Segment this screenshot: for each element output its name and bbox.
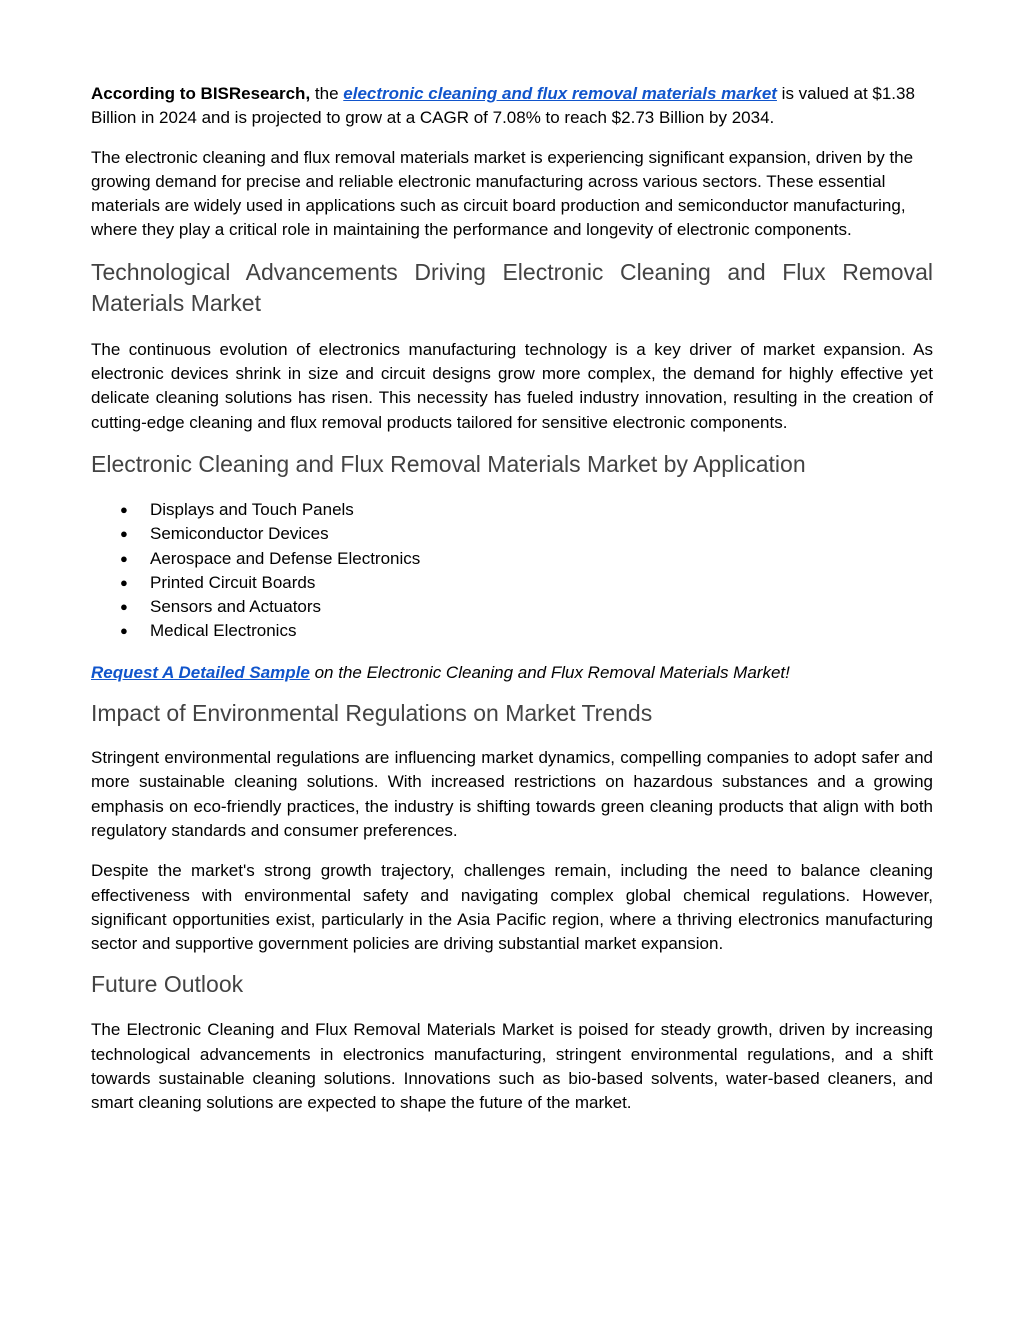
environment-heading: Impact of Environmental Regulations on Market Trends	[91, 700, 653, 727]
applications-list	[91, 498, 933, 644]
bullet-icon: ●	[120, 550, 128, 566]
market-report-link[interactable]: electronic cleaning and flux removal materials market	[343, 84, 777, 103]
list-item-label: Sensors and Actuators	[150, 597, 322, 617]
bullet-icon: ●	[120, 574, 128, 590]
challenges-paragraph: Despite the market's strong growth trajectory, challenges remain, including the need to balance cleaning effectiveness with environmental safety and navigating complex global chemical regulations. However, significant opportunities exist, particularly in the Asia Pacific region, where a thriving electronics manufacturing sector and supportive government policies are driving substantial market expansion.	[91, 861, 933, 954]
sample-request-text: on the Electronic Cleaning and Flux Removal Materials Market!	[309, 662, 790, 682]
intro-pre-link: the	[310, 84, 344, 103]
list-item	[91, 547, 933, 571]
bullet-icon: ●	[120, 501, 128, 517]
technology-heading: Technological Advancements Driving Electronic Cleaning and Flux Removal Materials Market	[91, 258, 933, 316]
environment-paragraph: Stringent environmental regulations are influencing market dynamics, compelling companies to adopt safer and more sustainable cleaning solutions. With increased restrictions on hazardous substances and a growing emphasis on eco-friendly practices, the industry is shifting towards green cleaning products that align with both regulatory standards and consumer preferences.	[91, 748, 933, 840]
request-sample-link[interactable]: Request A Detailed Sample	[91, 662, 310, 682]
overview-paragraph: The electronic cleaning and flux removal materials market is experiencing significant expansion, driven by the growing demand for precise and reliable electronic manufacturing across various sectors. These essential materials are widely used in applications such as circuit board production and semiconductor manufacturing, where they play a critical role in maintaining the performance and longevity of electronic components.	[91, 147, 914, 240]
list-item	[91, 522, 933, 546]
list-item-label: Semiconductor Devices	[150, 524, 329, 544]
document-page	[91, 80, 933, 1116]
bullet-icon: ●	[120, 526, 128, 542]
list-item	[91, 595, 933, 619]
intro-post-link: is valued at $1.38 Billion in 2024 and is projected to grow at a CAGR of 7.08% to reach $2.73 Billion by 2034.	[91, 84, 915, 128]
list-item-label: Aerospace and Defense Electronics	[150, 548, 421, 568]
list-item-label: Displays and Touch Panels	[150, 499, 354, 519]
list-item	[91, 498, 933, 522]
technology-paragraph: The continuous evolution of electronics manufacturing technology is a key driver of market expansion. As electronic devices shrink in size and circuit designs grow more complex, the demand for highly effective yet delicate cleaning solutions has risen. This necessity has fueled industry innovation, resulting in the creation of cutting-edge cleaning and flux removal products tailored for sensitive electronic components.	[91, 339, 933, 432]
intro-lead: According to BISResearch,	[91, 84, 311, 103]
list-item-label: Medical Electronics	[150, 621, 297, 641]
intro-paragraph	[91, 82, 933, 131]
list-item	[91, 571, 933, 595]
bullet-icon: ●	[120, 623, 128, 639]
list-item	[91, 619, 933, 643]
applications-heading: Electronic Cleaning and Flux Removal Materials Market by Application	[91, 450, 806, 477]
bullet-icon: ●	[120, 599, 128, 615]
future-outlook-heading: Future Outlook	[91, 971, 244, 998]
future-outlook-paragraph: The Electronic Cleaning and Flux Removal Materials Market is poised for steady growth, driven by increasing technological advancements in electronics manufacturing, stringent environmental regulations, and a shift towards sustainable cleaning solutions. Innovations such as bio-based solvents, water-based cleaners, and smart cleaning solutions are expected to shape the future of the market.	[91, 1020, 933, 1113]
sample-request-paragraph	[91, 661, 933, 685]
list-item-label: Printed Circuit Boards	[150, 572, 316, 592]
